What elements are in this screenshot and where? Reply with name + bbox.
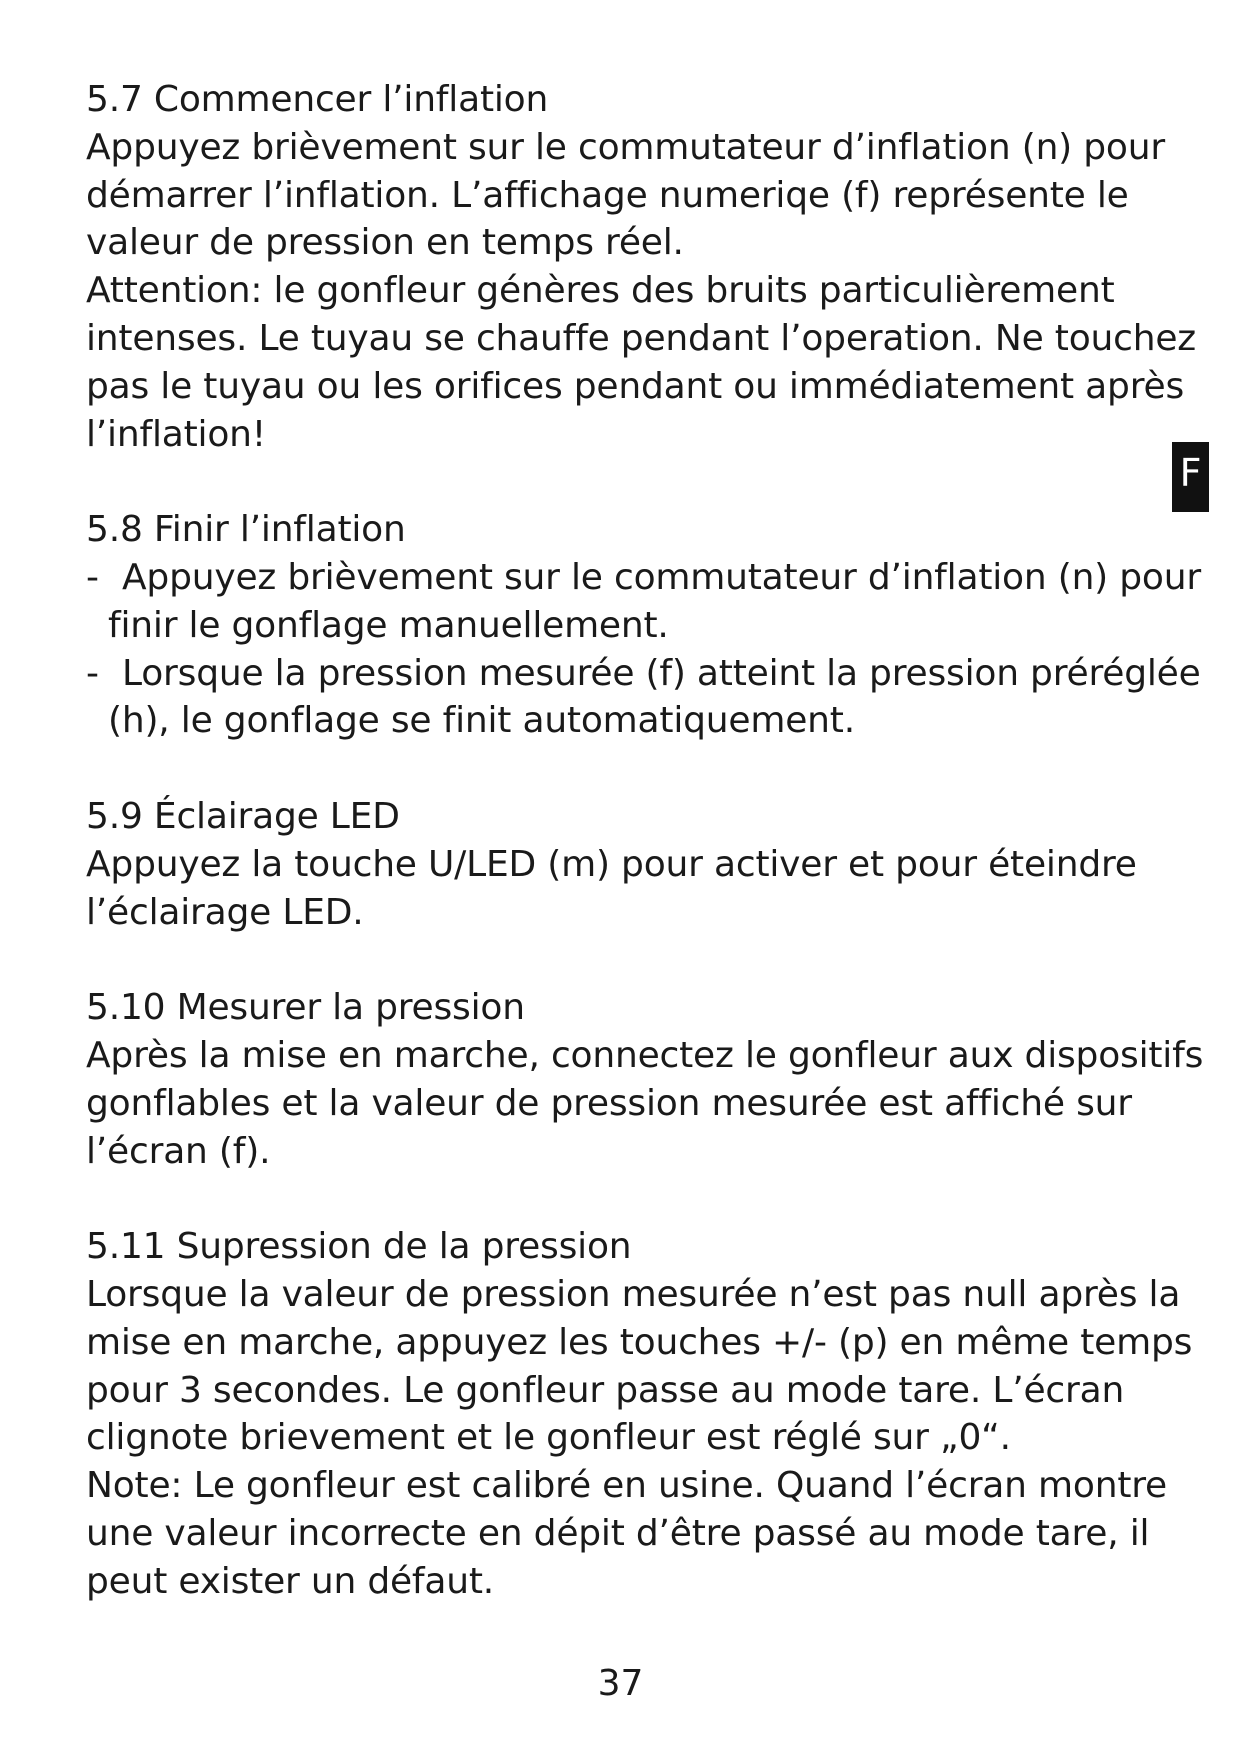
bullet-text: Appuyez brièvement sur le commutateur d’inflation (n) pour <box>122 556 1201 598</box>
paragraph-line: gonflables et la valeur de pression mesurée est affiché sur <box>86 1082 1132 1124</box>
paragraph-line: Après la mise en marche, connectez le gonfleur aux dispositifs <box>86 1034 1204 1076</box>
section-title: 5.10 Mesurer la pression <box>86 987 525 1029</box>
paragraph-line: une valeur incorrecte en dépit d’être passé au mode tare, il <box>86 1512 1150 1554</box>
page-content <box>86 76 1204 1606</box>
paragraph-line: Appuyez la touche U/LED (m) pour activer et pour éteindre <box>86 843 1137 885</box>
section-5-9 <box>86 793 1166 936</box>
paragraph-line: mise en marche, appuyez les touches +/- (p) en même temps <box>86 1321 1193 1363</box>
section-title: 5.8 Finir l’inflation <box>86 509 406 551</box>
paragraph-line: valeur de pression en temps réel. <box>86 222 684 264</box>
paragraph-line: pour 3 secondes. Le gonfleur passe au mode tare. L’écran <box>86 1369 1125 1411</box>
bullet-item <box>86 650 1201 746</box>
section-spacer <box>86 745 1166 793</box>
language-tab: F <box>1172 442 1209 512</box>
paragraph-line: clignote brievement et le gonfleur est réglé sur „0“. <box>86 1417 1011 1459</box>
paragraph-line: l’écran (f). <box>86 1130 271 1172</box>
page-number: 37 <box>597 1663 644 1704</box>
bullet-continuation: finir le gonflage manuellement. <box>108 604 669 646</box>
paragraph-line: l’éclairage LED. <box>86 891 364 933</box>
paragraph-line: démarrer l’inflation. L’affichage numeriqe (f) représente le <box>86 174 1129 216</box>
section-5-7 <box>86 76 1197 458</box>
section-title: 5.11 Supression de la pression <box>86 1226 632 1268</box>
section-spacer <box>86 458 1166 506</box>
section-5-8 <box>86 506 1201 745</box>
section-spacer <box>86 936 1166 984</box>
bullet-text: Lorsque la pression mesurée (f) atteint la pression préréglée <box>122 652 1201 694</box>
bullet-continuation: (h), le gonflage se finit automatiquement. <box>108 700 855 742</box>
section-title: 5.9 Éclairage LED <box>86 795 400 837</box>
bullet-item <box>86 554 1201 650</box>
paragraph-line: l’inflation! <box>86 413 266 455</box>
paragraph-line: intenses. Le tuyau se chauffe pendant l’operation. Ne touchez <box>86 317 1197 359</box>
paragraph-line: Note: Le gonfleur est calibré en usine. Quand l’écran montre <box>86 1465 1168 1507</box>
section-spacer <box>86 1175 1166 1223</box>
paragraph-line: Attention: le gonfleur génères des bruits particulièrement <box>86 270 1115 312</box>
bullet-dash: - <box>86 652 99 694</box>
section-5-10 <box>86 984 1204 1175</box>
section-title: 5.7 Commencer l’inflation <box>86 79 549 120</box>
paragraph-line: Lorsque la valeur de pression mesurée n’est pas null après la <box>86 1273 1181 1315</box>
section-5-11 <box>86 1223 1193 1605</box>
paragraph-line: pas le tuyau ou les orifices pendant ou immédiatement après <box>86 365 1185 407</box>
bullet-dash: - <box>86 556 99 598</box>
paragraph-line: Appuyez brièvement sur le commutateur d’inflation (n) pour <box>86 126 1165 168</box>
paragraph-line: peut exister un défaut. <box>86 1560 495 1602</box>
